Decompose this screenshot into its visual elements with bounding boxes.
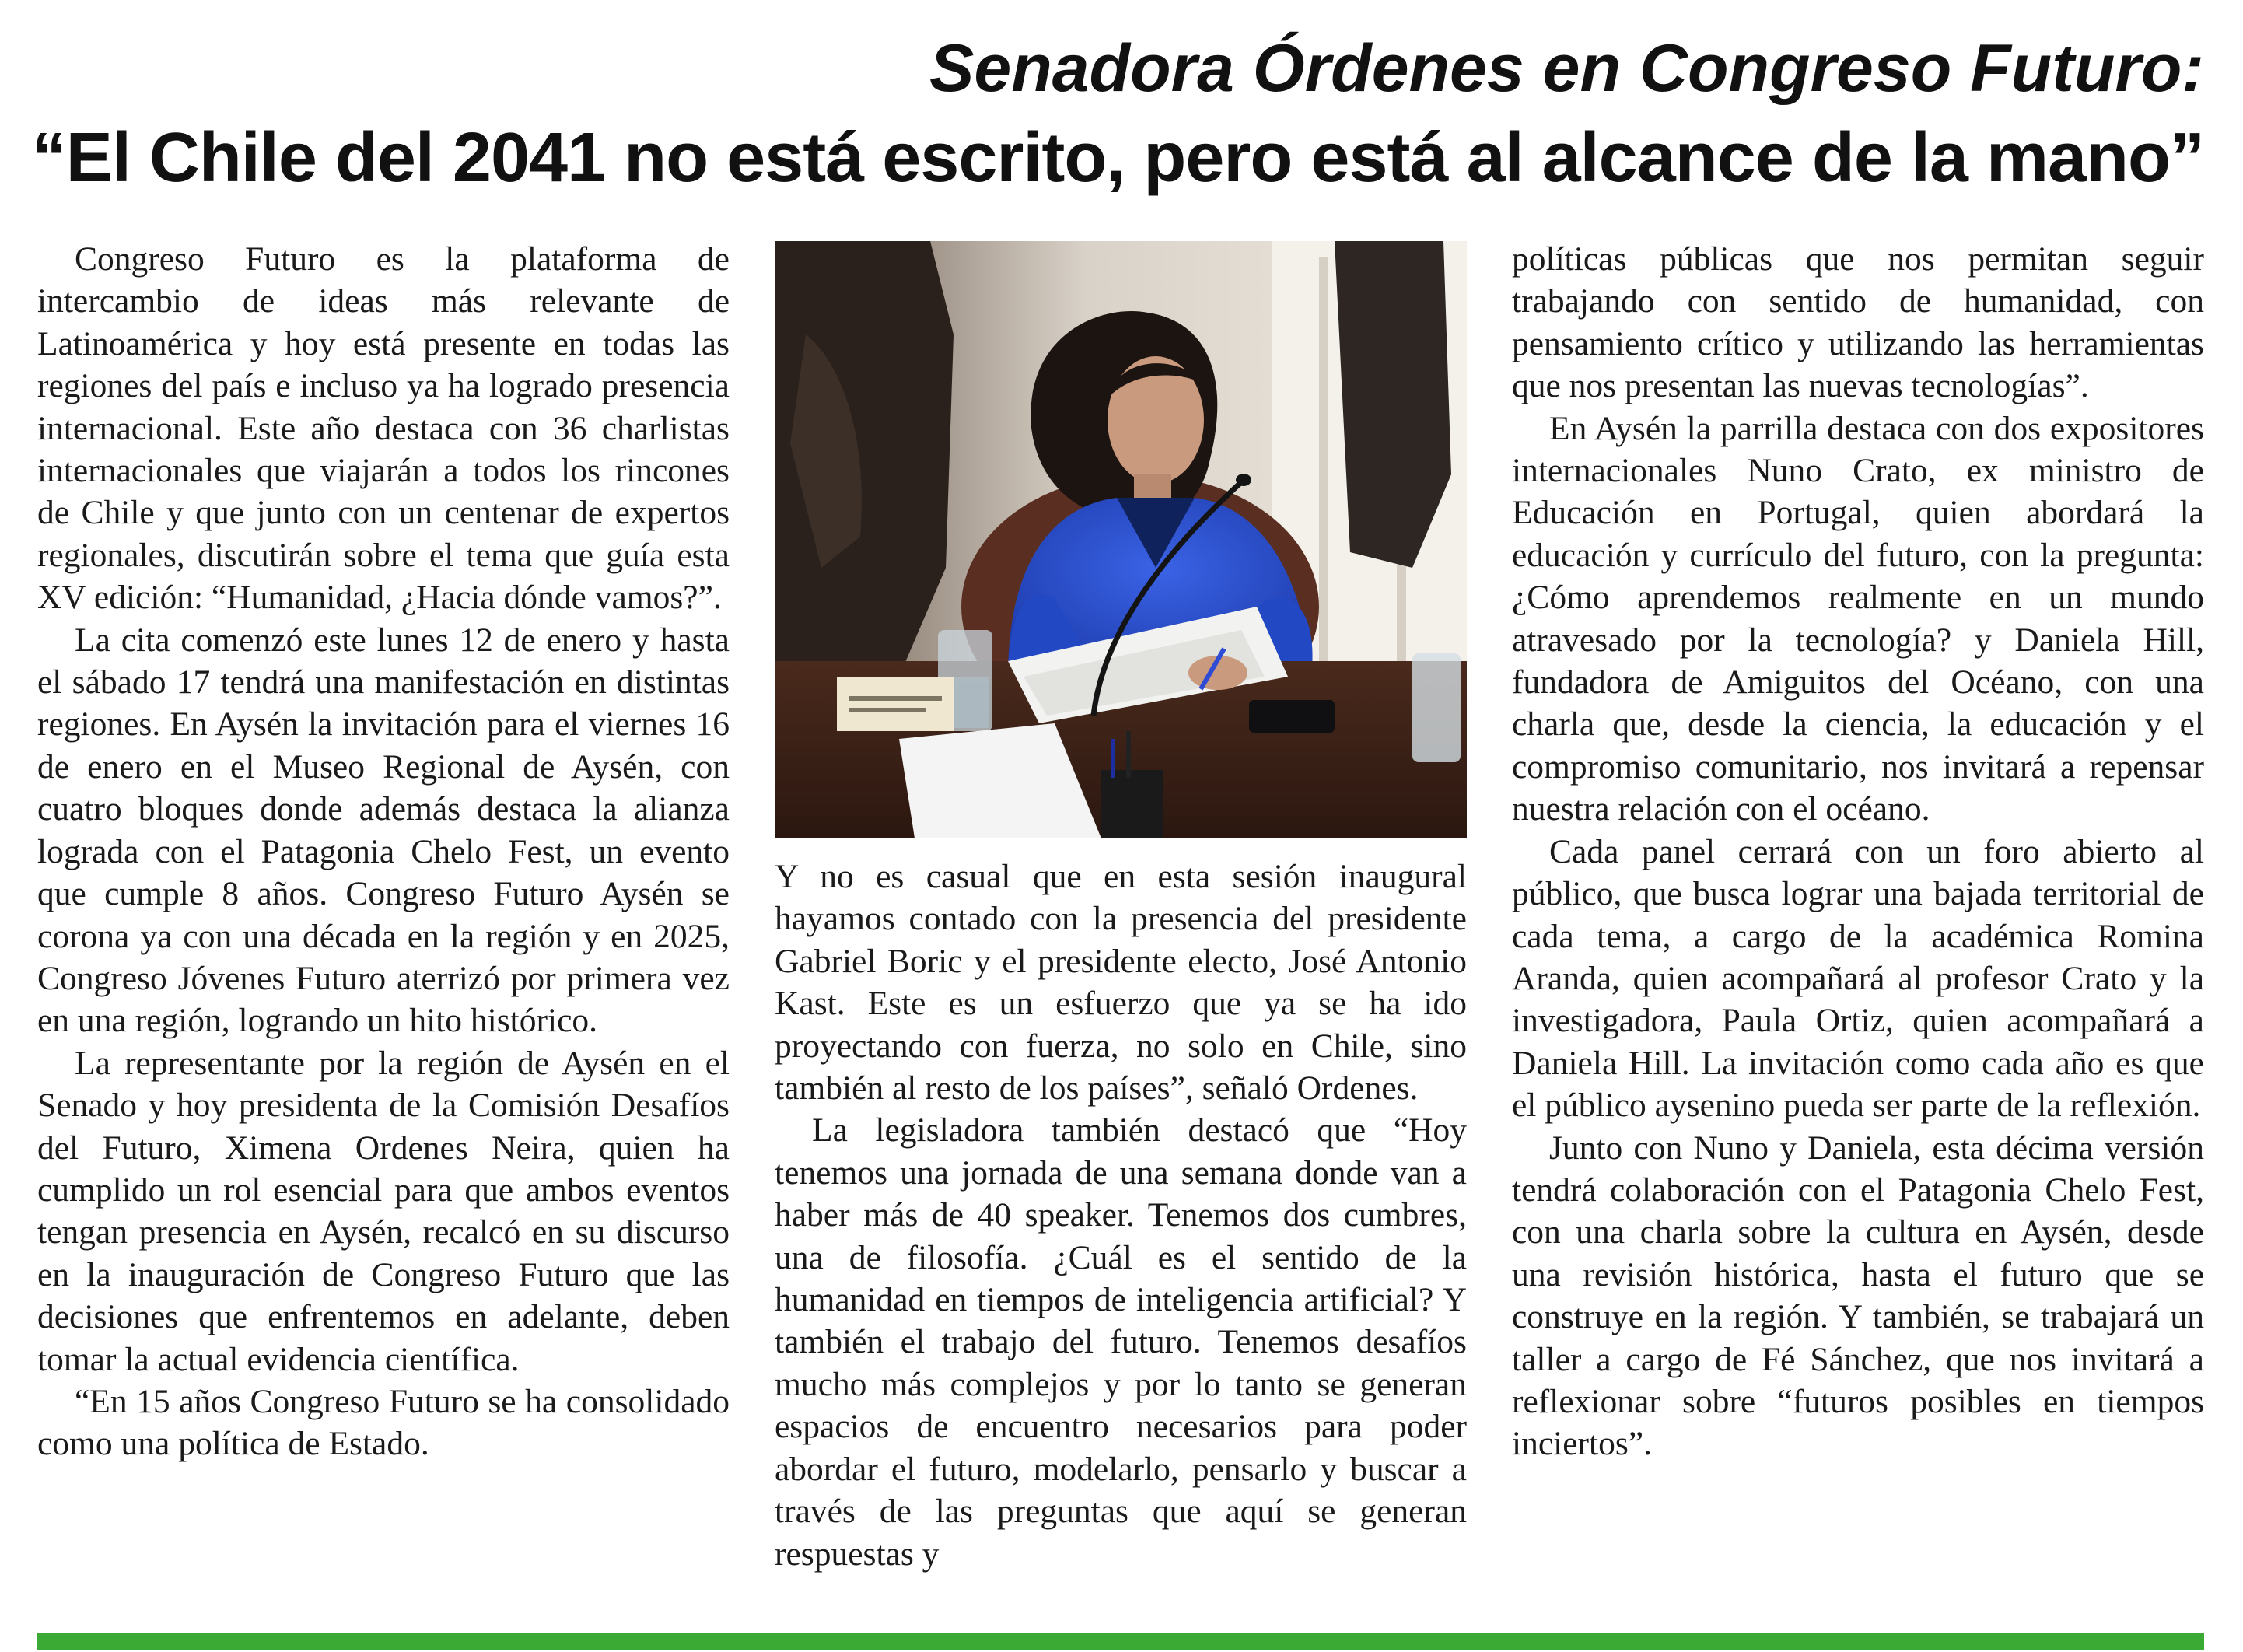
paragraph: La legisladora también destacó que “Hoy tenemos una jornada de una semana donde van a haber más de 40 speaker. Tenemos dos cumbres, una de filosofía. ¿Cuál es el sentido de la humanidad en tiempos de inteligencia artificial? Y también el trabajo del futuro. Tenemos desafíos mucho más complejos y por lo tanto se generan espacios de encuentro necesarios para poder abordar el futuro, modelarlo, pensarlo y buscar a través de las preguntas que aquí se generan respuestas y	[775, 1111, 1467, 1573]
paragraph: La representante por la región de Aysén en el Senado y hoy presidenta de la Comisión Desafíos del Futuro, Ximena Ordenes Neira, quien ha cumplido un rol esencial para que ambos eventos tengan presencia en Aysén, recalcó en su discurso en la inauguración de Congreso Futuro que las decisiones que enfrentemos en adelante, deben tomar la actual evidencia científica.	[37, 1044, 730, 1378]
paragraph: En Aysén la parrilla destaca con dos expositores internacionales Nuno Crato, ex ministro de Educación en Portugal, quien abordará la educación y currículo del futuro, con la pregunta: ¿Cómo aprendemos realmente en un mundo atravesado por la tecnología? y Daniela Hill, fundadora de Amiguitos del Océano, con una charla que, desde la ciencia, la educación y el compromiso comunitario, nos invitará a repensar nuestra relación con el océano.	[1512, 409, 2204, 828]
paragraph: Y no es casual que en esta sesión inaugural hayamos contado con la presencia del presidente Gabriel Boric y el presidente electo, José Antonio Kast. Este es un esfuerzo que ya se ha ido proyectando con fuerza, no solo en Chile, sino también al resto de los países”, señaló Ordenes.	[775, 858, 1467, 1108]
paragraph: políticas públicas que nos permitan seguir trabajando con sentido de humanidad, con pensamiento crítico y utilizando las herramientas que nos presentan las nuevas tecnologías”.	[1512, 240, 2204, 405]
article-column-1	[37, 238, 730, 1465]
paragraph: “En 15 años Congreso Futuro se ha consolidado como una política de Estado.	[37, 1382, 730, 1463]
paragraph: Cada panel cerrará con un foro abierto al público, que busca lograr una bajada territorial de cada tema, a cargo de la académica Romina Aranda, quien acompañará al profesor Crato y la investigadora, Paula Ortiz, quien acompañará a Daniela Hill. La invitación como cada año es que el público aysenino pueda ser parte de la reflexión.	[1512, 832, 2204, 1125]
article-photo	[775, 241, 1467, 838]
paragraph: La cita comenzó este lunes 12 de enero y hasta el sábado 17 tendrá una manifestación en distintas regiones. En Aysén la invitación para el viernes 16 de enero en el Museo Regional de Aysén, con cuatro bloques donde además destaca la alianza lograda con el Patagonia Chelo Fest, un evento que cumple 8 años. Congreso Futuro Aysén se corona ya con una década en la región y en 2025, Congreso Jóvenes Futuro aterrizó por primera vez en una región, logrando un hito histórico.	[37, 621, 730, 1040]
footer-rule	[37, 1633, 2204, 1650]
paragraph: Junto con Nuno y Daniela, esta décima versión tendrá colaboración con el Patagonia Chelo Fest, con una charla sobre la cultura en Aysén, desde una revisión histórica, hasta el futuro que se construye en la región. Y también, se trabajará un taller a cargo de Fé Sánchez, que nos invitará a reflexionar sobre “futuros posibles en tiempos inciertos”.	[1512, 1129, 2204, 1463]
article-column-2	[775, 856, 1467, 1575]
paragraph: Congreso Futuro es la plataforma de intercambio de ideas más relevante de Latinoamérica y hoy está presente en todas las regiones del país e incluso ya ha logrado presencia internacional. Este año destaca con 36 charlistas internacionales que viajarán a todos los rincones de Chile y que junto con un centenar de expertos regionales, discutirán sobre el tema que guía esta XV edición: “Humanidad, ¿Hacia dónde vamos?”.	[37, 240, 730, 617]
article-column-3	[1512, 238, 2204, 1465]
article-headline: “El Chile del 2041 no está escrito, pero está al alcance de la mano”	[31, 119, 2204, 197]
article-kicker: Senadora Órdenes en Congreso Futuro:	[929, 31, 2204, 106]
